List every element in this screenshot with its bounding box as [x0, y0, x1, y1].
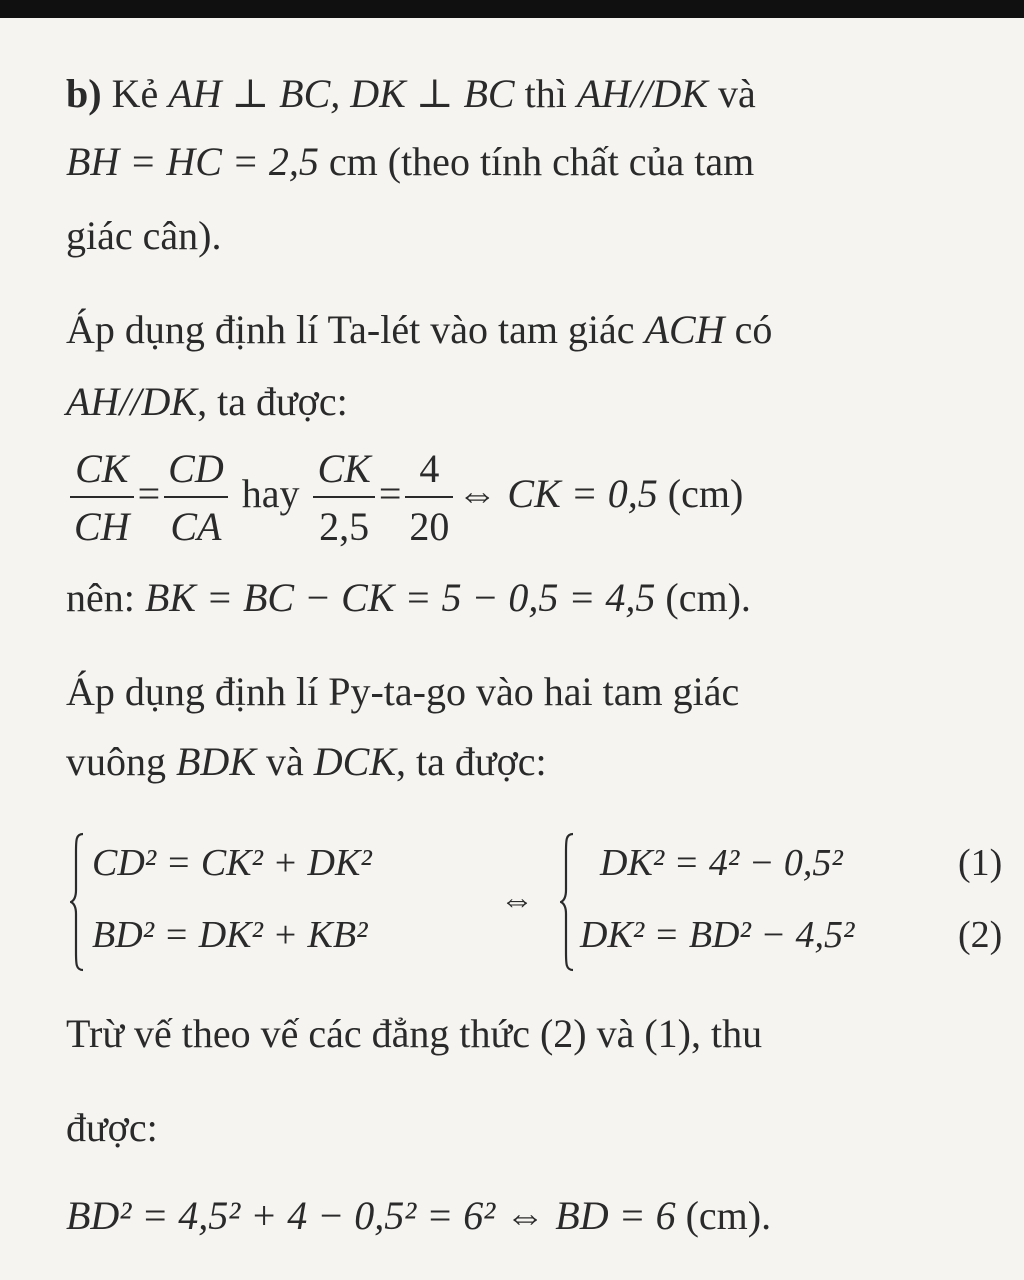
p3-line-1: Áp dụng định lí Py-ta-go vào hai tam giác — [66, 669, 740, 714]
bh-hc-equation: BH = HC = 2,5 — [66, 139, 319, 184]
final-equation: BD² = 4,5² + 4 − 0,5² = 6² ⇔ BD = 6 (cm). — [66, 1193, 772, 1238]
part-label: b) — [66, 71, 102, 116]
left-brace-icon — [70, 832, 84, 972]
p4-line-1: Trừ vế theo vế các đẳng thức (2) và (1), thu — [66, 1011, 763, 1056]
bk-equation: BK = BC − CK = 5 − 0,5 = 4,5 — [144, 575, 656, 620]
fraction-ck-ch: $\frac{CK}{CH}$ — [70, 446, 134, 550]
equation-tag-2: (2) — [958, 914, 1003, 956]
right-brace-icon — [560, 832, 574, 972]
bd-result: BD² = 4,5² + 4 − 0,5² = 6² ⇔ BD = 6 — [66, 1193, 676, 1238]
left-system-row-1: CD² = CK² + DK² — [92, 842, 372, 884]
p2-line-4: nên: BK = BC − CK = 5 − 0,5 = 4,5 (cm). — [66, 575, 751, 620]
perpendicular-statement: AH ⊥ BC, DK ⊥ BC — [168, 71, 515, 116]
parallel-statement: AH//DK — [576, 71, 708, 116]
p1-line-3: giác cân). — [66, 213, 222, 258]
equation-tag-1: (1) — [958, 842, 1003, 884]
iff-symbol: ⇔ — [500, 882, 534, 919]
p2-line-1: Áp dụng định lí Ta-lét vào tam giác ACH có — [66, 307, 773, 352]
p4-line-2: được: — [66, 1105, 158, 1150]
p1-line-2: BH = HC = 2,5 cm (theo tính chất của tam — [66, 139, 755, 184]
thales-equation-line: $\frac{CK}{CH}$ = $\frac{CD}{CA}$ hay $\frac{CK}{2,5}$ = $\frac{4}{20}$ ⇔ CK = 0,5 (cm) — [66, 446, 743, 550]
right-system-row-1: DK² = 4² − 0,5² — [600, 842, 843, 884]
top-bar — [0, 0, 1024, 18]
fraction-ck-2-5: $\frac{CK}{2,5}$ — [313, 446, 374, 550]
p3-line-2: vuông BDK và DCK, ta được: — [66, 739, 547, 784]
ck-result: ⇔ CK = 0,5 — [457, 471, 658, 517]
p1-line-1: b) Kẻ AH ⊥ BC, DK ⊥ BC thì AH//DK và — [66, 71, 756, 116]
left-system-row-2: BD² = DK² + KB² — [92, 914, 368, 956]
p2-line-2: AH//DK, ta được: — [66, 379, 348, 424]
fraction-cd-ca: $\frac{CD}{CA}$ — [164, 446, 228, 550]
right-system-row-2: DK² = BD² − 4,5² — [580, 914, 855, 956]
fraction-4-20: $\frac{4}{20}$ — [405, 446, 453, 550]
